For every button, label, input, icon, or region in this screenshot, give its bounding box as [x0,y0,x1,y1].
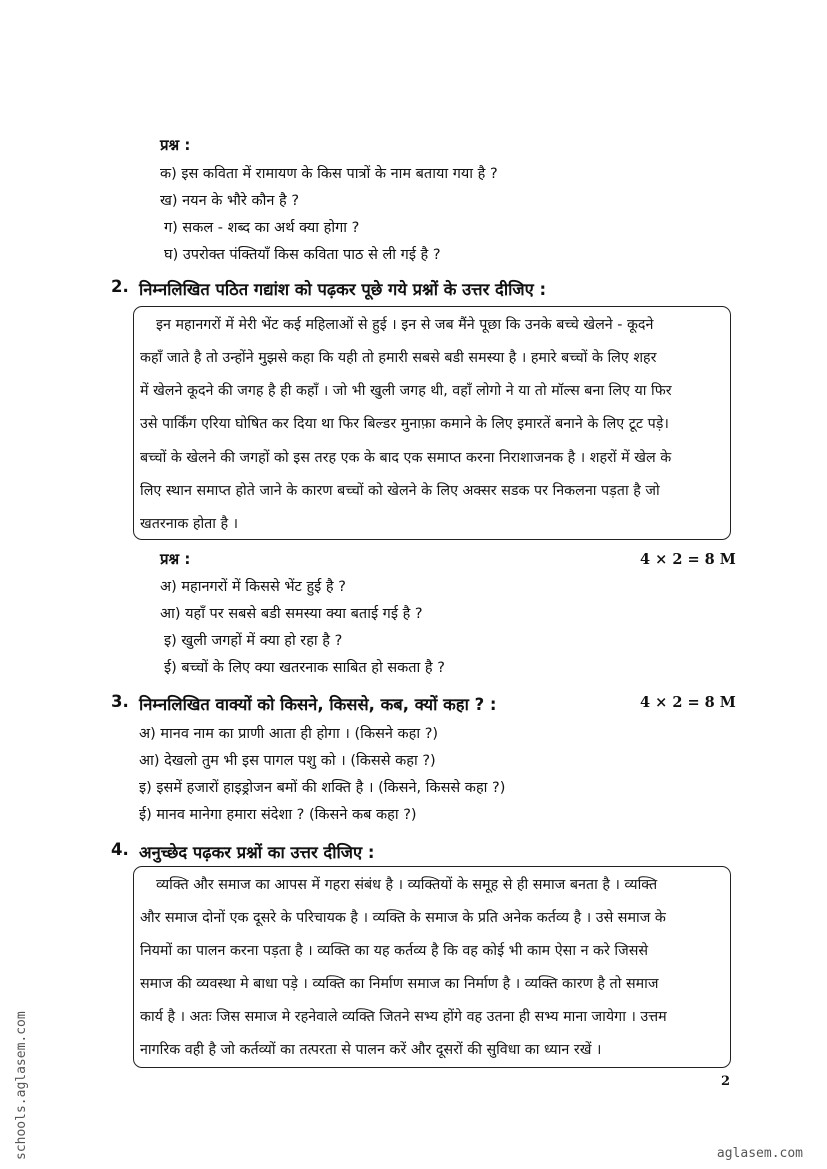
marks-label: 4 × 2 = 8 M [640,694,736,711]
section-number: 3. [111,692,129,711]
passage-line: में खेलने कूदने की जगह है ही कहाँ । जो भी खुली जगह थी, वहाँ लोगो ने या तो मॉल्स बना लिए या फिर [140,383,672,399]
passage-line: कार्य है । अतः जिस समाज मे रहनेवाले व्यक्ति जितने सभ्य होंगे वह उतना ही सभ्य माना जायेगा । उत्तम [140,1009,667,1025]
passage-line: नियमों का पालन करना पड़ता है । व्यक्ति का यह कर्तव्य है कि वह कोई भी काम ऐसा न करे जिससे [140,943,649,959]
passage-line: समाज की व्यवस्था मे बाधा पड़े । व्यक्ति का निर्माण समाज का निर्माण है । व्यक्ति कारण है तो समाज [140,976,659,992]
marks-label: 4 × 2 = 8 M [640,551,736,568]
passage-line: कहाँ जाते है तो उन्होंने मुझसे कहा कि यही तो हमारी सबसे बडी समस्या है । हमारे बच्चों के लिए शहर [140,350,657,366]
passage-line: नागरिक वही है जो कर्तव्यों का तत्परता से पालन करें और दूसरों की सुविधा का ध्यान रखें । [140,1042,602,1058]
section-number: 4. [111,840,129,859]
question-item: ख) नयन के भौरे कौन है ? [160,193,300,209]
question-item: इ) खुली जगहों में क्या हो रहा है ? [164,633,343,649]
passage-line: उसे पार्किंग एरिया घोषित कर दिया था फिर बिल्डर मुनाफ़ा कमाने के लिए इमारतें बनाने के लिए टूट पड़े। [140,416,669,432]
section-heading: निम्नलिखित पठित गद्यांश को पढ़कर पूछे गये प्रश्नों के उत्तर दीजिए : [139,280,547,299]
passage-line: खतरनाक होता है । [140,516,239,532]
question-item: ग) सकल - शब्द का अर्थ क्या होगा ? [164,220,360,236]
question-item: अ) महानगरों में किससे भेंट हुई है ? [160,579,346,595]
section-number: 2. [111,277,129,296]
question-item: इ) इसमें हजारों हाइड्रोजन बमों की शक्ति है । (किसने, किससे कहा ?) [139,780,506,796]
section-heading: निम्नलिखित वाक्यों को किसने, किससे, कब, क्यों कहा ? : [139,695,497,714]
question-item: क) इस कविता में रामायण के किस पात्रों के नाम बताया गया है ? [160,166,498,182]
footer-watermark: aglasem.com [716,1146,803,1161]
question-item: ई) बच्चों के लिए क्या खतरनाक साबित हो सकता है ? [164,660,445,676]
question-label: प्रश्न : [160,550,191,568]
question-item: ई) मानव मानेगा हमारा संदेशा ? (किसने कब कहा ?) [139,807,417,823]
passage-line: बच्चों के खेलने की जगहों को इस तरह एक के बाद एक समाप्त करना निराशाजनक है । शहरों में खेल के [140,450,672,466]
passage-line: और समाज दोनों एक दूसरे के परिचायक है । व्यक्ति के समाज के प्रति अनेक कर्तव्य है । उसे समाज के [140,910,666,926]
section-heading: अनुच्छेद पढ़कर प्रश्नों का उत्तर दीजिए : [139,843,375,862]
page-number: 2 [721,1074,731,1089]
question-label: प्रश्न : [160,136,191,154]
passage-line: व्यक्ति और समाज का आपस में गहरा संबंध है । व्यक्तियों के समूह से ही समाज बनता है । व्यक्ति [156,877,658,893]
passage-line: लिए स्थान समाप्त होते जाने के कारण बच्चों को खेलने के लिए अक्सर सडक पर निकलना पड़ता है जो [140,483,660,499]
side-watermark: schools.aglasem.com [14,1011,29,1160]
question-item: आ) यहाँ पर सबसे बडी समस्या क्या बताई गई है ? [160,606,423,622]
passage-box [133,866,731,1068]
question-item: अ) मानव नाम का प्राणी आता ही होगा । (किसने कहा ?) [139,726,439,742]
question-item: घ) उपरोक्त पंक्तियाँ किस कविता पाठ से ली गई है ? [164,247,441,263]
question-item: आ) देखलो तुम भी इस पागल पशु को । (किससे कहा ?) [139,753,436,769]
passage-line: इन महानगरों में मेरी भेंट कई महिलाओं से हुई । इन से जब मैंने पूछा कि उनके बच्चे खेलने - कूदने [156,317,654,333]
